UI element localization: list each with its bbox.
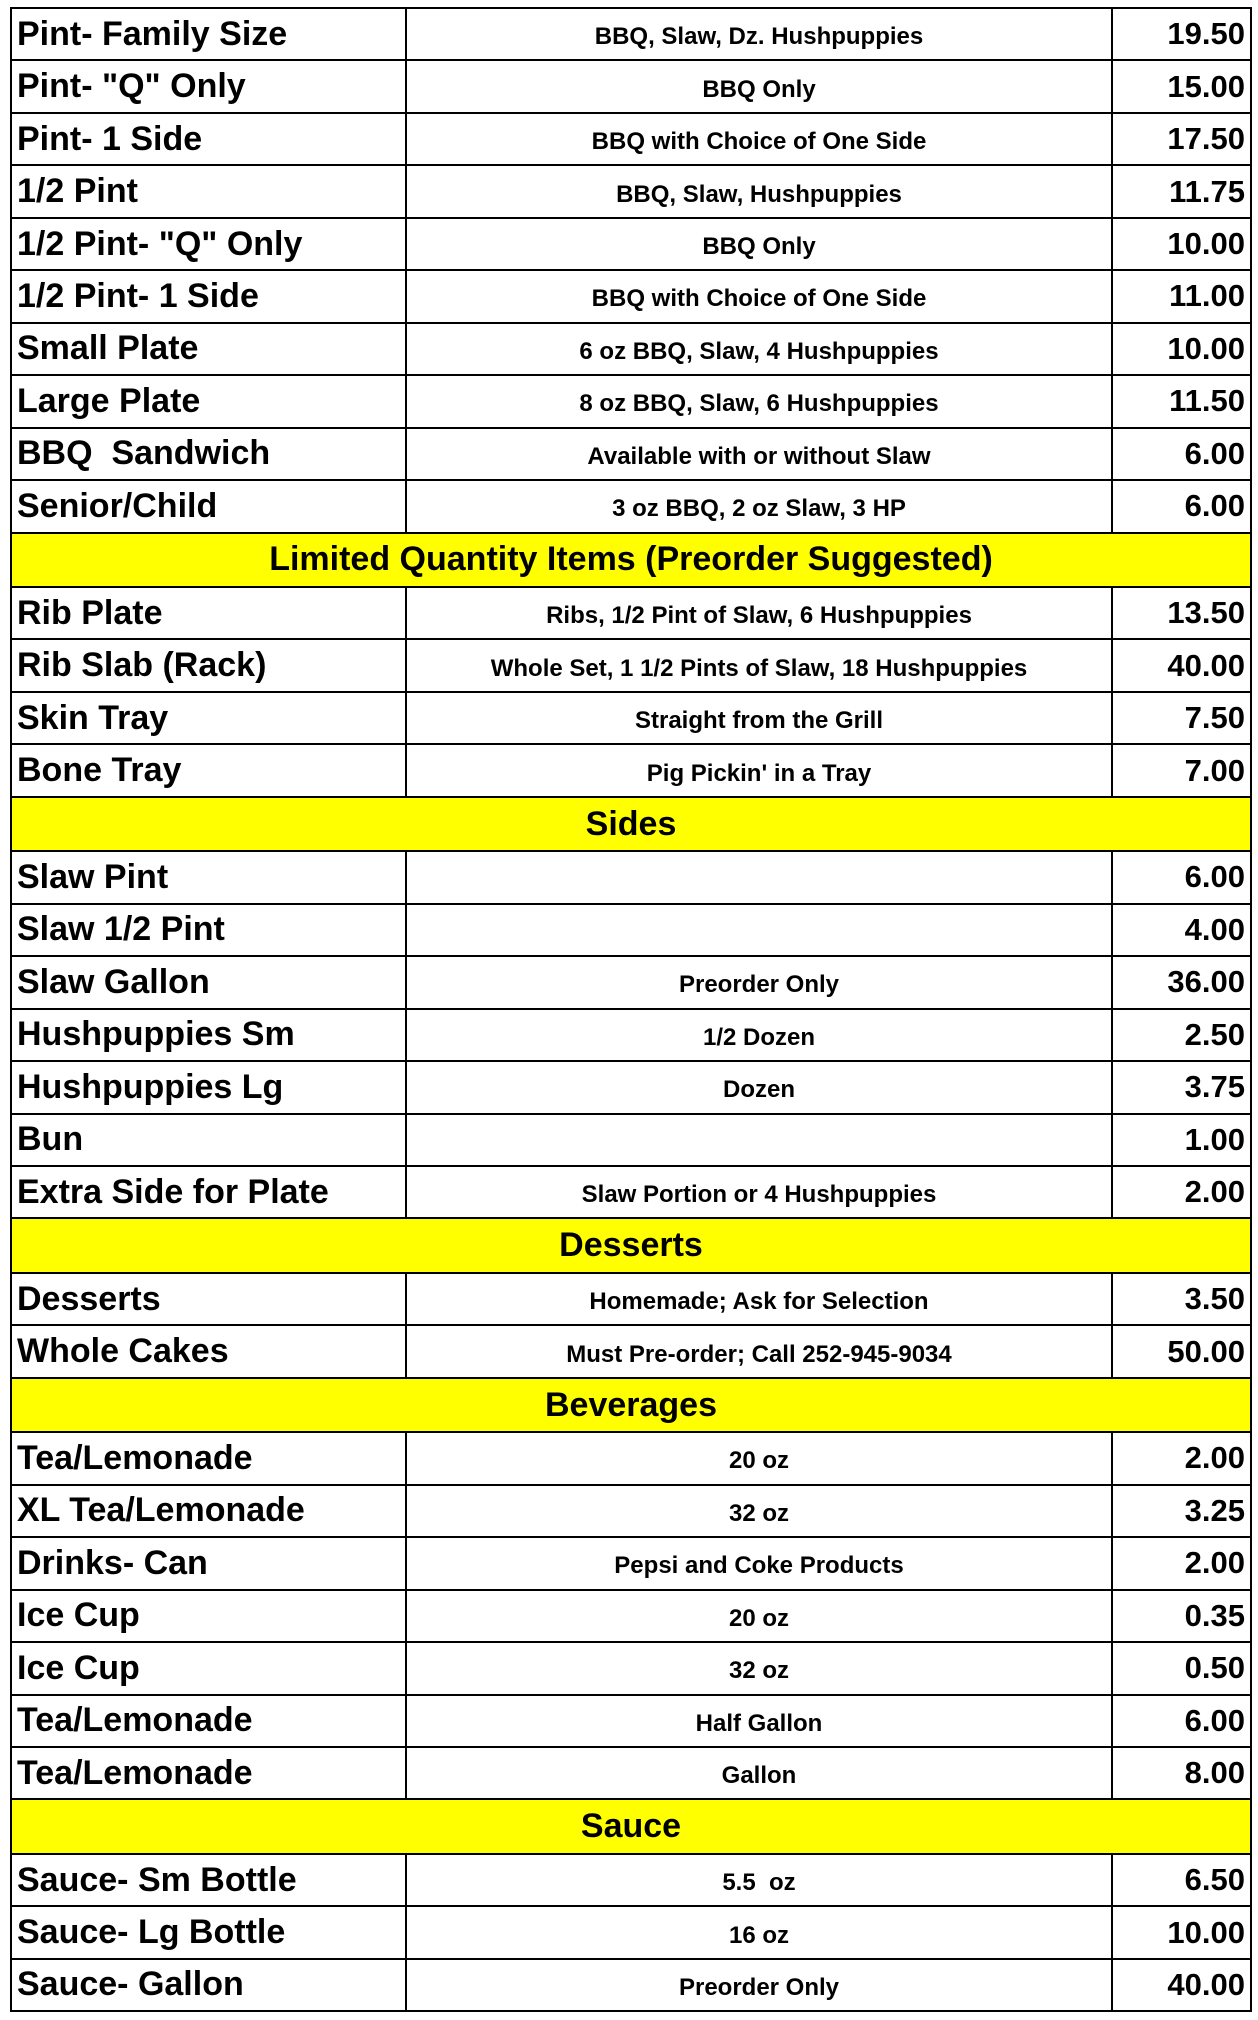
- item-description: BBQ with Choice of One Side: [407, 114, 1113, 166]
- item-price: 8.00: [1113, 1748, 1252, 1800]
- item-description: BBQ Only: [407, 61, 1113, 113]
- menu-item-row: [12, 61, 1252, 113]
- item-name: Tea/Lemonade: [12, 1696, 407, 1748]
- item-description: BBQ, Slaw, Dz. Hushpuppies: [407, 9, 1113, 61]
- menu-item-row: [12, 1010, 1252, 1062]
- section-header: Limited Quantity Items (Preorder Suggested): [12, 534, 1252, 588]
- menu-item-row: [12, 1167, 1252, 1219]
- menu-item-row: [12, 481, 1252, 533]
- item-name: Sauce- Sm Bottle: [12, 1855, 407, 1907]
- item-description: 3 oz BBQ, 2 oz Slaw, 3 HP: [407, 481, 1113, 533]
- item-description: Slaw Portion or 4 Hushpuppies: [407, 1167, 1113, 1219]
- menu-item-row: [12, 1538, 1252, 1590]
- item-description: Must Pre-order; Call 252-945-9034: [407, 1326, 1113, 1378]
- menu-item-row: [12, 1643, 1252, 1695]
- item-description: Straight from the Grill: [407, 693, 1113, 745]
- item-price: 2.50: [1113, 1010, 1252, 1062]
- item-price: 3.25: [1113, 1486, 1252, 1538]
- item-price: 7.00: [1113, 745, 1252, 797]
- item-description: Gallon: [407, 1748, 1113, 1800]
- menu-item-row: [12, 1433, 1252, 1485]
- menu-item-row: [12, 114, 1252, 166]
- item-description: Dozen: [407, 1062, 1113, 1114]
- item-price: 3.50: [1113, 1274, 1252, 1326]
- menu-item-row: [12, 1591, 1252, 1643]
- item-price: 11.00: [1113, 271, 1252, 323]
- item-price: 4.00: [1113, 905, 1252, 957]
- section-header: Sides: [12, 798, 1252, 852]
- menu-item-row: [12, 745, 1252, 797]
- item-name: BBQ Sandwich: [12, 429, 407, 481]
- item-description: 5.5 oz: [407, 1855, 1113, 1907]
- item-description: 6 oz BBQ, Slaw, 4 Hushpuppies: [407, 324, 1113, 376]
- item-price: 10.00: [1113, 324, 1252, 376]
- item-price: 3.75: [1113, 1062, 1252, 1114]
- menu-item-row: [12, 1960, 1252, 2012]
- item-name: Sauce- Lg Bottle: [12, 1907, 407, 1959]
- item-price: 10.00: [1113, 1907, 1252, 1959]
- item-description: Ribs, 1/2 Pint of Slaw, 6 Hushpuppies: [407, 588, 1113, 640]
- item-price: 40.00: [1113, 1960, 1252, 2012]
- item-name: Rib Slab (Rack): [12, 640, 407, 692]
- item-name: Slaw Pint: [12, 852, 407, 904]
- item-description: 32 oz: [407, 1643, 1113, 1695]
- item-price: 6.00: [1113, 1696, 1252, 1748]
- menu-item-row: [12, 1696, 1252, 1748]
- item-description: 20 oz: [407, 1433, 1113, 1485]
- item-price: 15.00: [1113, 61, 1252, 113]
- item-name: Extra Side for Plate: [12, 1167, 407, 1219]
- item-price: 50.00: [1113, 1326, 1252, 1378]
- item-price: 11.50: [1113, 376, 1252, 428]
- section-header: Desserts: [12, 1219, 1252, 1273]
- item-name: Hushpuppies Sm: [12, 1010, 407, 1062]
- item-name: 1/2 Pint- 1 Side: [12, 271, 407, 323]
- menu-item-row: [12, 166, 1252, 218]
- item-price: 11.75: [1113, 166, 1252, 218]
- item-name: Skin Tray: [12, 693, 407, 745]
- item-name: XL Tea/Lemonade: [12, 1486, 407, 1538]
- item-price: 2.00: [1113, 1433, 1252, 1485]
- item-name: Pint- "Q" Only: [12, 61, 407, 113]
- item-description: 8 oz BBQ, Slaw, 6 Hushpuppies: [407, 376, 1113, 428]
- item-price: 40.00: [1113, 640, 1252, 692]
- item-description: Available with or without Slaw: [407, 429, 1113, 481]
- menu-item-row: [12, 640, 1252, 692]
- item-price: 0.50: [1113, 1643, 1252, 1695]
- item-name: Tea/Lemonade: [12, 1433, 407, 1485]
- item-name: Tea/Lemonade: [12, 1748, 407, 1800]
- menu-item-row: [12, 588, 1252, 640]
- item-description: [407, 905, 1113, 957]
- item-description: 32 oz: [407, 1486, 1113, 1538]
- menu-item-row: [12, 1062, 1252, 1114]
- menu-item-row: [12, 1907, 1252, 1959]
- item-description: [407, 1115, 1113, 1167]
- menu-item-row: [12, 429, 1252, 481]
- item-description: BBQ Only: [407, 219, 1113, 271]
- menu-item-row: [12, 271, 1252, 323]
- item-name: Bone Tray: [12, 745, 407, 797]
- menu-item-row: [12, 1115, 1252, 1167]
- item-name: 1/2 Pint: [12, 166, 407, 218]
- item-name: Ice Cup: [12, 1643, 407, 1695]
- item-price: 17.50: [1113, 114, 1252, 166]
- item-description: Preorder Only: [407, 957, 1113, 1009]
- item-description: 16 oz: [407, 1907, 1113, 1959]
- item-description: Pepsi and Coke Products: [407, 1538, 1113, 1590]
- item-price: 2.00: [1113, 1167, 1252, 1219]
- item-price: 13.50: [1113, 588, 1252, 640]
- item-name: Drinks- Can: [12, 1538, 407, 1590]
- item-name: Sauce- Gallon: [12, 1960, 407, 2012]
- menu-item-row: [12, 9, 1252, 61]
- item-description: Whole Set, 1 1/2 Pints of Slaw, 18 Hushpuppies: [407, 640, 1113, 692]
- item-name: Senior/Child: [12, 481, 407, 533]
- item-price: 2.00: [1113, 1538, 1252, 1590]
- item-name: Bun: [12, 1115, 407, 1167]
- item-name: Pint- Family Size: [12, 9, 407, 61]
- item-name: Ice Cup: [12, 1591, 407, 1643]
- menu-item-row: [12, 324, 1252, 376]
- item-name: Small Plate: [12, 324, 407, 376]
- menu-item-row: [12, 693, 1252, 745]
- item-name: Desserts: [12, 1274, 407, 1326]
- menu-item-row: [12, 1274, 1252, 1326]
- item-name: Large Plate: [12, 376, 407, 428]
- item-price: 6.00: [1113, 429, 1252, 481]
- item-price: 36.00: [1113, 957, 1252, 1009]
- menu-item-row: [12, 1855, 1252, 1907]
- menu-item-row: [12, 1748, 1252, 1800]
- item-price: 0.35: [1113, 1591, 1252, 1643]
- item-description: Pig Pickin' in a Tray: [407, 745, 1113, 797]
- item-description: 20 oz: [407, 1591, 1113, 1643]
- item-price: 6.00: [1113, 481, 1252, 533]
- menu-item-row: [12, 852, 1252, 904]
- item-price: 7.50: [1113, 693, 1252, 745]
- item-name: 1/2 Pint- "Q" Only: [12, 219, 407, 271]
- item-name: Rib Plate: [12, 588, 407, 640]
- section-header: Sauce: [12, 1800, 1252, 1854]
- item-description: Homemade; Ask for Selection: [407, 1274, 1113, 1326]
- item-name: Pint- 1 Side: [12, 114, 407, 166]
- menu-item-row: [12, 905, 1252, 957]
- item-description: BBQ, Slaw, Hushpuppies: [407, 166, 1113, 218]
- item-name: Whole Cakes: [12, 1326, 407, 1378]
- item-description: BBQ with Choice of One Side: [407, 271, 1113, 323]
- item-price: 6.00: [1113, 852, 1252, 904]
- item-description: [407, 852, 1113, 904]
- menu-item-row: [12, 219, 1252, 271]
- item-price: 19.50: [1113, 9, 1252, 61]
- menu-item-row: [12, 957, 1252, 1009]
- item-description: Half Gallon: [407, 1696, 1113, 1748]
- item-name: Hushpuppies Lg: [12, 1062, 407, 1114]
- menu-item-row: [12, 1486, 1252, 1538]
- item-price: 1.00: [1113, 1115, 1252, 1167]
- item-description: 1/2 Dozen: [407, 1010, 1113, 1062]
- price-list-table: [10, 7, 1252, 2012]
- item-price: 10.00: [1113, 219, 1252, 271]
- item-name: Slaw 1/2 Pint: [12, 905, 407, 957]
- menu-item-row: [12, 1326, 1252, 1378]
- item-description: Preorder Only: [407, 1960, 1113, 2012]
- item-price: 6.50: [1113, 1855, 1252, 1907]
- section-header: Beverages: [12, 1379, 1252, 1433]
- item-name: Slaw Gallon: [12, 957, 407, 1009]
- menu-item-row: [12, 376, 1252, 428]
